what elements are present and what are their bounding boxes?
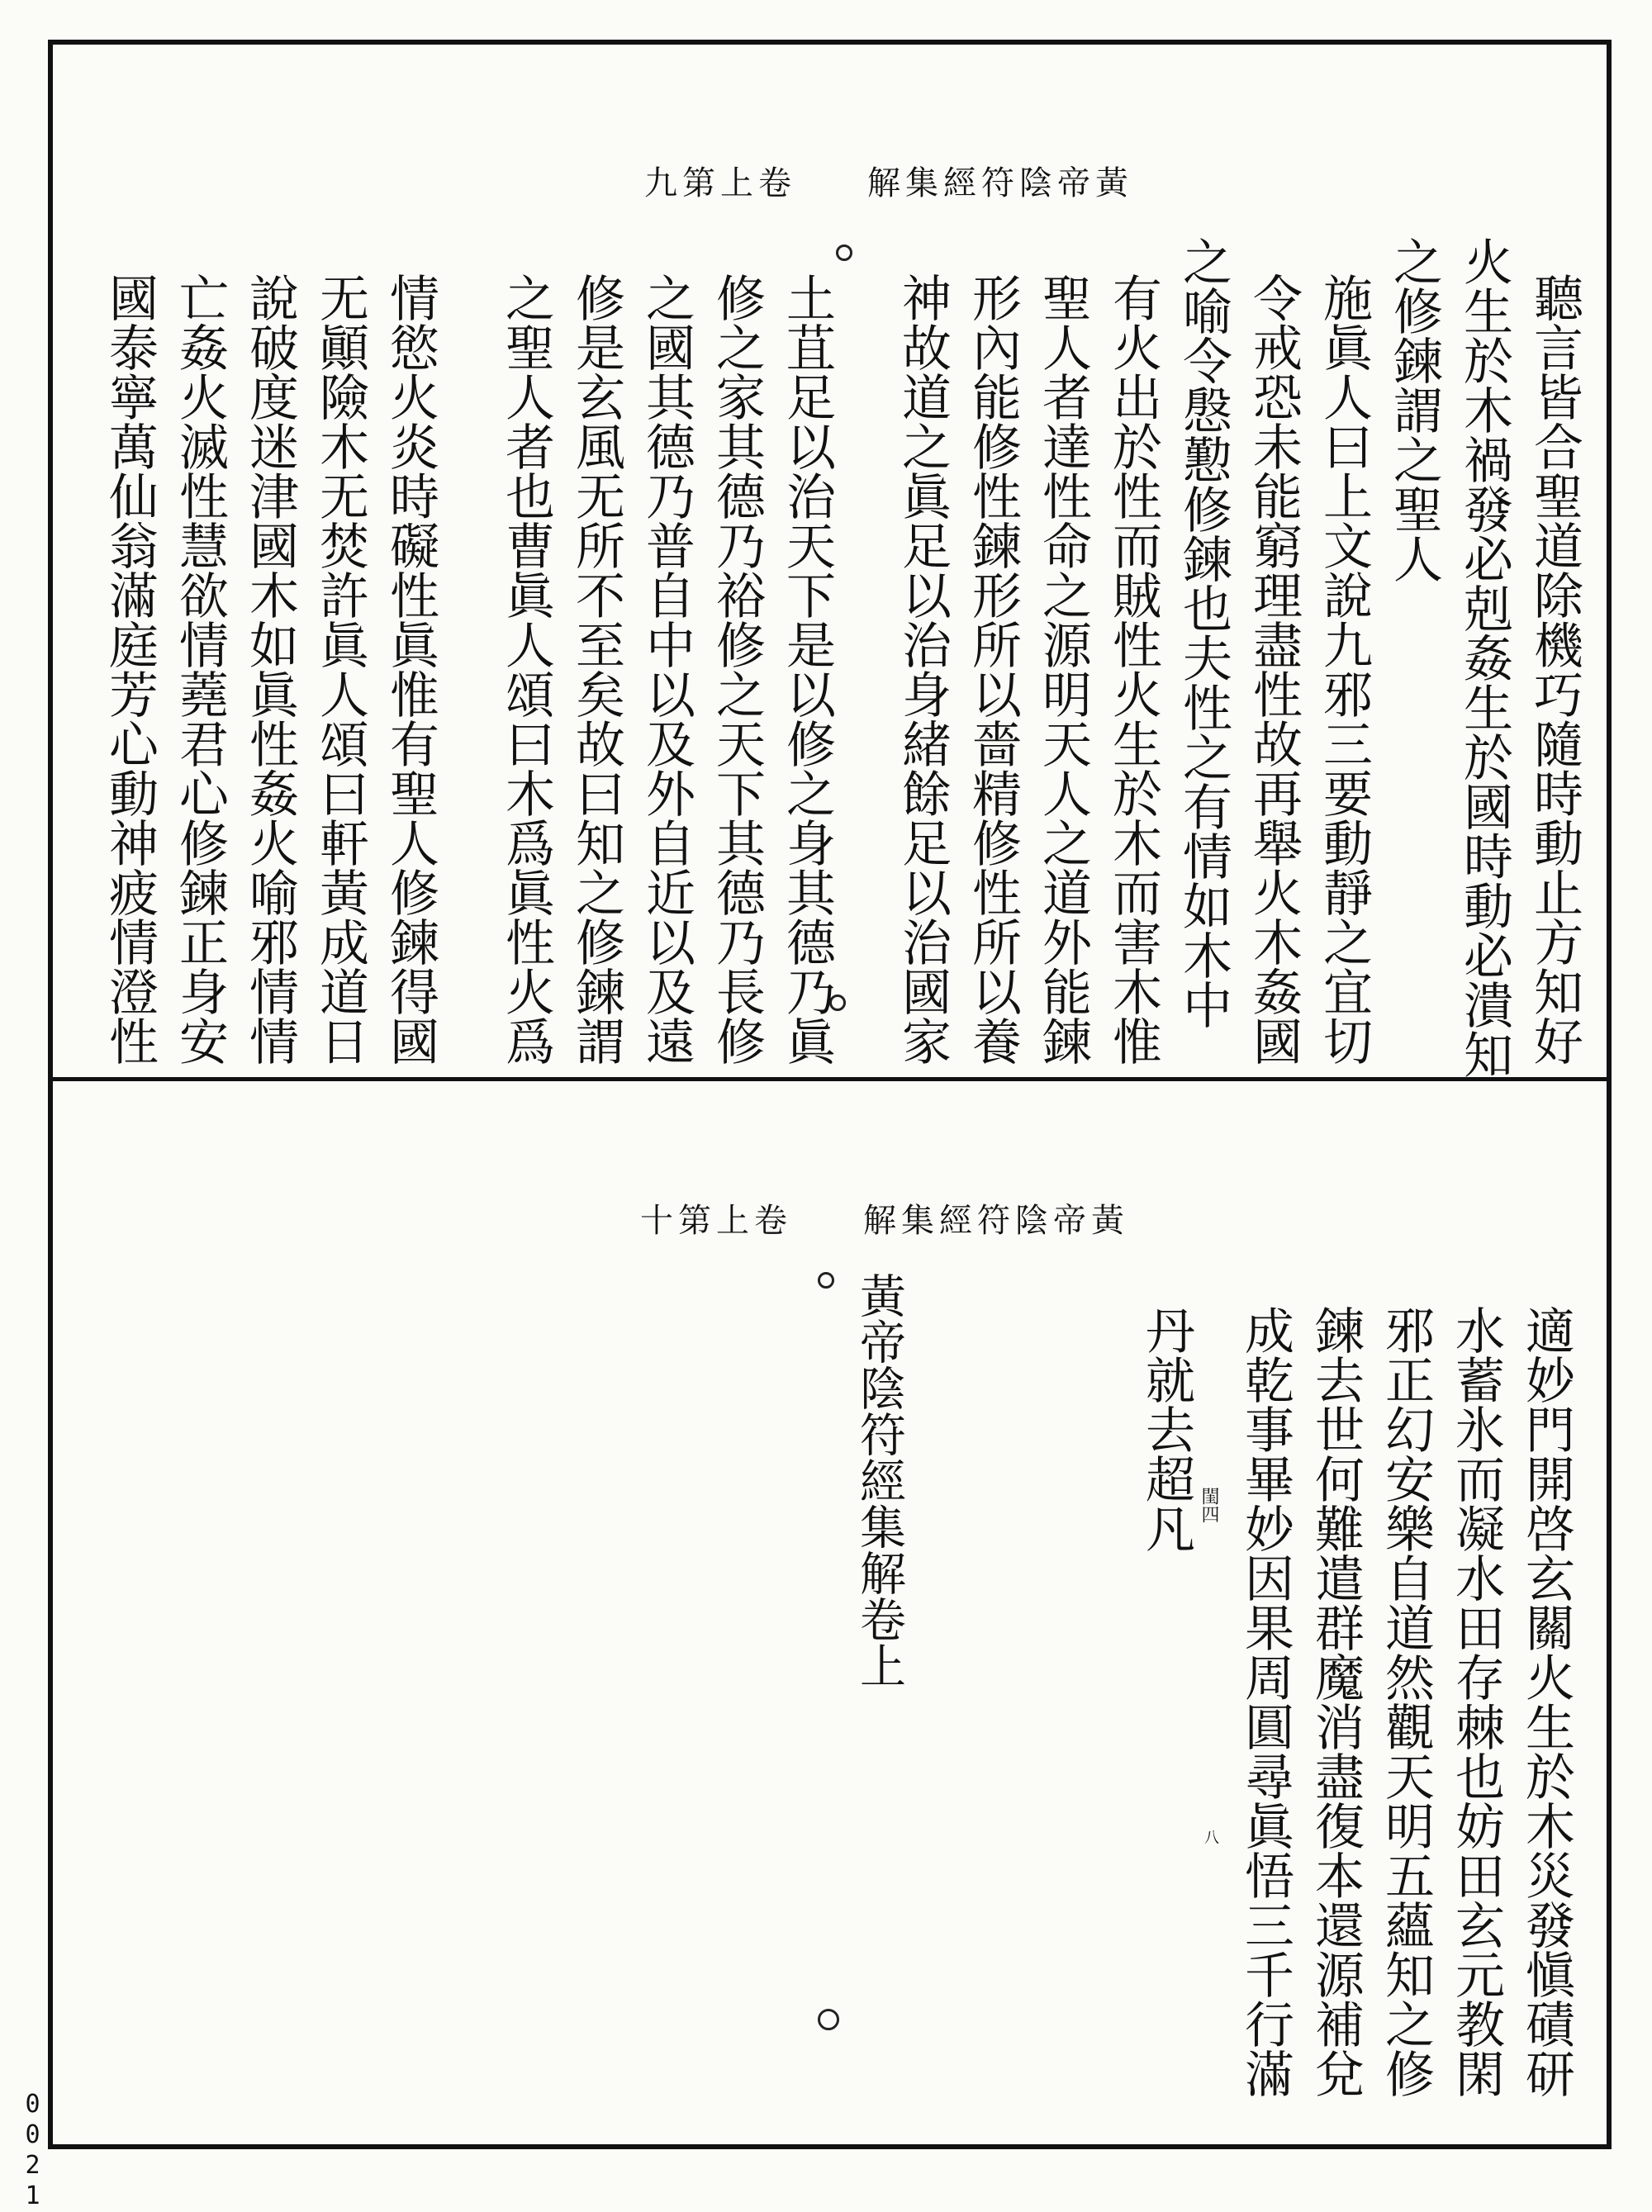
top-column-11: 土苴足以治天下是以修之身其德乃眞: [778, 273, 836, 1066]
top-column-4: 施眞人曰上文說九邪三要動靜之宜切: [1315, 273, 1373, 1066]
bottom-circle-mark-2: [818, 2009, 839, 2030]
top-header-right: 解集經符陰帝黃: [867, 164, 1133, 202]
top-circle-mark: [836, 244, 852, 261]
top-column-7: 有火出於性而賊性火生於木而害木惟: [1104, 273, 1162, 1066]
top-column-2: 火生於木禍發必剋姦生於國時動必潰知: [1455, 236, 1513, 1079]
bottom-column-3: 邪正幻安樂自道然觀天明五蘊知之修: [1377, 1305, 1435, 2098]
page-divider: [48, 1077, 1612, 1081]
top-column-12: 修之家其德乃裕修之天下其德乃長修: [708, 273, 766, 1066]
margin-page-number: 0021: [18, 2090, 47, 2212]
tiny-mark: 八: [1202, 1830, 1219, 1844]
top-column-18: 說破度迷津國木如眞性姦火喻邪情情: [241, 273, 299, 1066]
top-column-9: 形內能修性鍊形所以嗇精修性所以養: [964, 273, 1022, 1066]
bottom-column-1: 適妙門開啓玄關火生於木災發愼磧研: [1517, 1305, 1575, 2098]
top-column-10: 神故道之眞足以治身緒餘足以治國家: [894, 273, 952, 1066]
closing-title: 黃帝陰符經集解卷上: [852, 1272, 906, 1688]
top-column-8: 聖人者達性命之源明天人之道外能鍊: [1034, 273, 1092, 1066]
top-column-1: 聽言皆合聖道除機巧隨時動止方知好: [1526, 273, 1583, 1066]
top-column-13: 之國其德乃普自中以及外自近以及遠: [638, 273, 695, 1066]
top-column-3: 之修鍊謂之聖人: [1385, 236, 1443, 583]
top-column-5: 令戒恐未能窮理盡性故再舉火木姦國: [1245, 273, 1303, 1066]
bottom-header-right: 解集經符陰帝黃: [863, 1202, 1129, 1240]
bottom-column-2: 水蓄氷而凝水田存棘也妨田玄元教閑: [1447, 1305, 1505, 2098]
top-column-20: 國泰寧萬仙翁滿庭芳心動神疲情澄性: [101, 273, 159, 1066]
bottom-column-4: 鍊去世何難遣群魔消盡復本還源補兌: [1307, 1305, 1365, 2098]
bottom-column-6: 丹就去超凡: [1137, 1305, 1195, 1553]
top-column-14: 修是玄風无所不至矣故曰知之修鍊謂: [567, 273, 625, 1066]
bottom-column-5: 成乾事畢妙因果周圓尋眞悟三千行滿: [1237, 1305, 1294, 2098]
bottom-header-left: 十第上卷: [640, 1202, 792, 1240]
top-column-19: 亡姦火滅性慧欲情蕘君心修鍊正身安: [171, 273, 229, 1066]
top-column-15: 之聖人者也曹眞人頌曰木爲眞性火爲: [497, 273, 555, 1066]
top-column-16: 情慾火炎時礙性眞惟有聖人修鍊得國: [382, 273, 439, 1066]
top-column-17: 无顚險木无焚許眞人頌曰軒黃成道日: [311, 273, 369, 1066]
annotation-note: 閨四: [1199, 1487, 1219, 1523]
bottom-circle-mark: [818, 1272, 834, 1289]
top-header-left: 九第上卷: [644, 164, 796, 202]
top-column-6: 之喻令慇懃修鍊也夫性之有情如木中: [1175, 236, 1232, 1029]
